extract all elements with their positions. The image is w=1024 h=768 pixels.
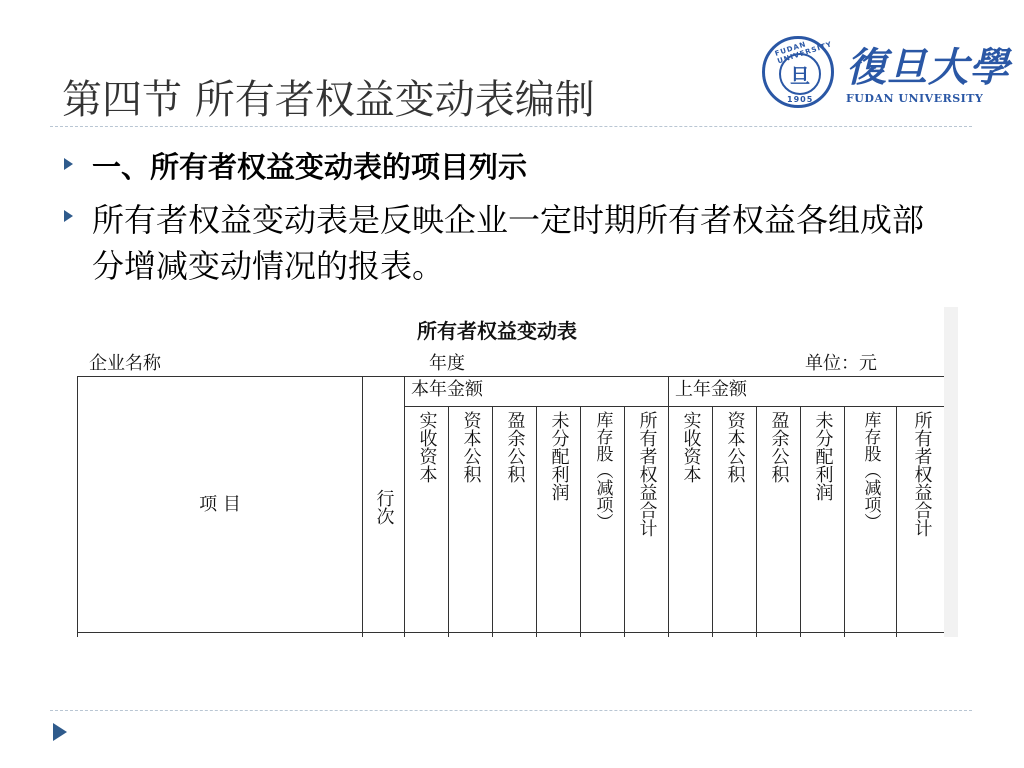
- column-header: 未分配利润: [537, 407, 581, 633]
- item-header-cell: [78, 377, 363, 633]
- university-seal-icon: [762, 36, 834, 108]
- seal-center-glyph: 旦: [779, 53, 821, 95]
- item-header: 项 目: [199, 494, 241, 515]
- prior-year-header: 上年金额: [669, 377, 947, 407]
- seal-top-text: FUDAN UNIVERSITY: [773, 40, 834, 66]
- table-row: [78, 633, 363, 638]
- footer-arrow-icon: [53, 723, 67, 741]
- column-header: 资本公积: [449, 407, 493, 633]
- bullet-text-2: 所有者权益变动表是反映企业一定时期所有者权益各组成部分增减变动情况的报表。: [92, 201, 925, 285]
- column-header: 库存股（减项）: [845, 407, 897, 633]
- statement-title: 所有者权益变动表: [417, 319, 577, 343]
- seal-year: 1905: [787, 95, 814, 104]
- year-label: 年度: [429, 353, 465, 374]
- column-header: 库存股（减项）: [581, 407, 625, 633]
- column-header: 未分配利润: [801, 407, 845, 633]
- statement-table: [77, 376, 947, 637]
- bullet-arrow-icon: [64, 158, 73, 170]
- column-header: 盈余公积: [493, 407, 537, 633]
- image-edge: [944, 307, 958, 637]
- column-header: 资本公积: [713, 407, 757, 633]
- fudan-logo: [762, 36, 1010, 112]
- bullet-text-1: 一、所有者权益变动表的项目列示: [92, 150, 528, 184]
- row-number-header: 行次: [373, 488, 395, 525]
- company-name-label: 企业名称: [89, 353, 161, 374]
- column-header: 盈余公积: [757, 407, 801, 633]
- column-header: 实收资本: [405, 407, 449, 633]
- column-header: 所有者权益合计: [625, 407, 669, 633]
- equity-statement-image: [77, 307, 957, 637]
- footer-divider: [50, 710, 972, 711]
- current-year-header: 本年金额: [405, 377, 669, 407]
- slide-title: 第四节 所有者权益变动表编制: [62, 77, 595, 123]
- logo-chinese-name: 復旦大學: [846, 44, 1010, 91]
- column-header: 实收资本: [669, 407, 713, 633]
- title-divider: [50, 126, 972, 127]
- logo-english-name: FUDAN UNIVERSITY: [846, 92, 984, 105]
- row-number-header-cell: [363, 377, 405, 633]
- column-header: 所有者权益合计: [897, 407, 947, 633]
- unit-label: 单位：元: [805, 353, 877, 374]
- bullet-arrow-icon: [64, 210, 73, 222]
